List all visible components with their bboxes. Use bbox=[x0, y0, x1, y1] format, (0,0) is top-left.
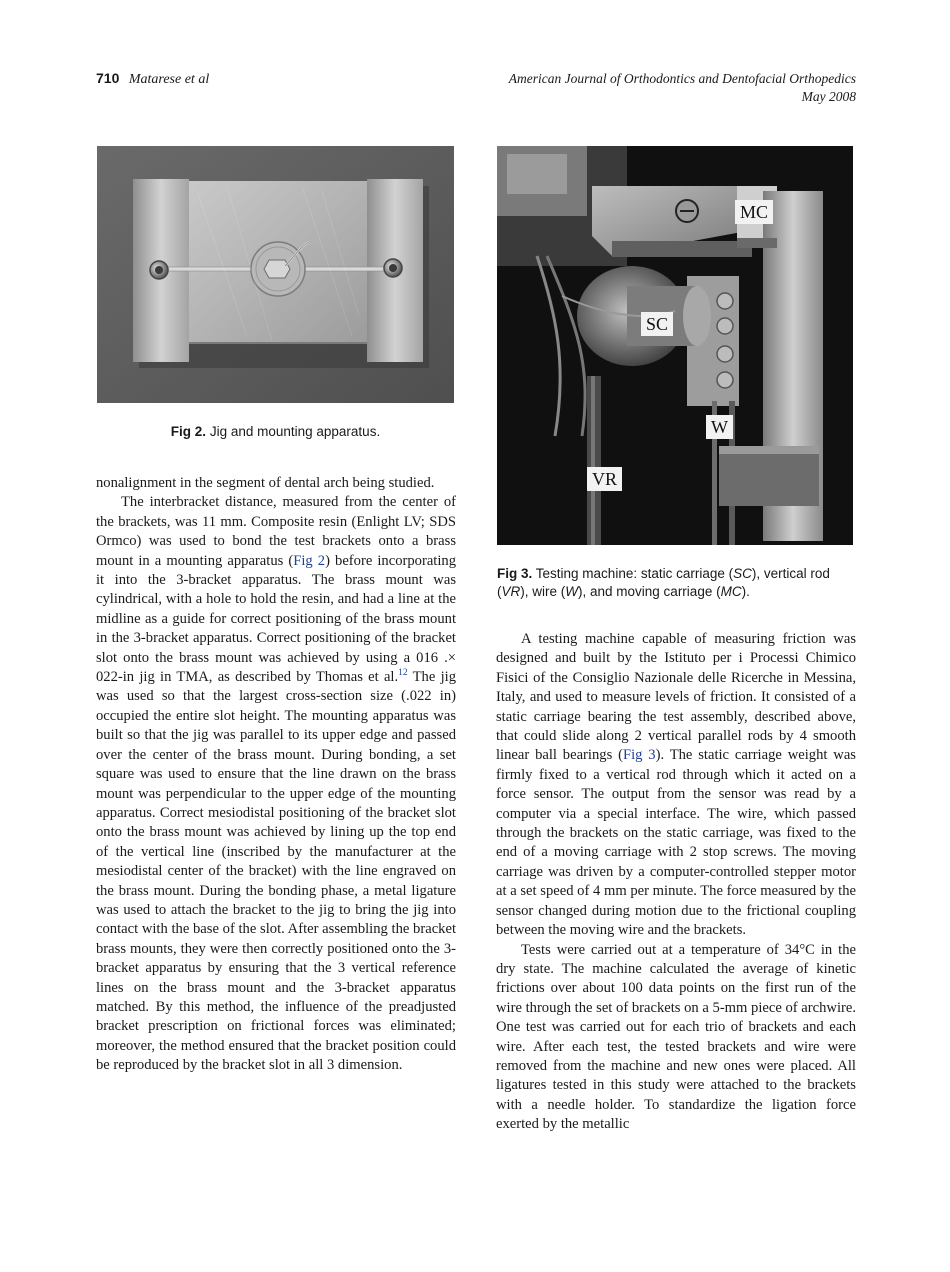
paragraph: nonalignment in the segment of dental arch being studied. bbox=[96, 475, 435, 491]
figure-3-caption bbox=[497, 565, 857, 601]
figure-3-photo bbox=[497, 146, 853, 545]
figure-2-caption bbox=[97, 423, 454, 441]
caption-abbrev-vr: VR bbox=[501, 584, 521, 599]
paragraph bbox=[496, 630, 856, 941]
label-vr: VR bbox=[587, 467, 622, 491]
right-column-text bbox=[496, 630, 856, 1135]
label-sc: SC bbox=[641, 312, 673, 336]
text-run: A testing machine capable of measuring friction was designed and built by the Istituto per i Processi Chimico Fisici of the Consiglio Nazionale delle Ricerche in Messina, Italy, and used to measure levels of friction. It consisted of a static carriage bearing the test assembly, described above, that could slide along 2 vertical parallel rods by 4 smooth linear ball bearings ( bbox=[496, 631, 856, 764]
paragraph: Tests were carried out at a temperature of 34°C in the dry state. The machine calculated the average of kinetic frictions over about 100 data points on the first run of the wire through the set of brackets on a 5-mm piece of archwire. One test was carried out for each trio of brackets and each wire. After each test, the tested brackets and wire were removed from the machine and new ones were placed. All ligatures tested in this study were attached to the brackets with a needle holder. To standardize the ligation force exerted by the metallic bbox=[496, 941, 856, 1133]
running-header-right bbox=[509, 70, 856, 106]
text-run: The interbracket distance, measured from the center of the brackets, was 11 mm. Composite resin (Enlight LV; SDS Ormco) was used to bond the test brackets onto a brass mount in a mounting apparatus ( bbox=[96, 494, 456, 569]
figure-2-photo bbox=[97, 146, 454, 403]
text-run: ). The static carriage weight was firmly fixed to a vertical rod through which it acted on a force sensor. The output from the sensor was read by a computer via a special interface. The wire, which passed through the brackets on the static carriage, was fixed to the end of a moving carriage with 2 stop screws. The moving carriage was driven by a computer-controlled stepper motor at a set speed of 4 mm per minute. The force measured by the sensor changed during motion due to the frictional coupling between the moving wire and the brackets. bbox=[496, 747, 856, 939]
caption-text: ), wire ( bbox=[520, 584, 566, 599]
caption-text: Testing machine: static carriage ( bbox=[535, 566, 734, 581]
caption-text: ), vertical rod ( bbox=[497, 566, 830, 599]
running-header-left bbox=[96, 70, 209, 88]
paragraph bbox=[96, 493, 456, 1075]
running-authors: Matarese et al bbox=[128, 72, 210, 87]
figure-2-label: Fig 2. bbox=[170, 424, 207, 439]
label-w: W bbox=[706, 415, 733, 439]
figure-3-label: Fig 3. bbox=[497, 566, 533, 581]
text-run: The jig was used so that the largest cross-section size (.022 in) occupied the entire slot height. The mounting apparatus was built so that the jig was parallel to its upper edge and passed over the center of the brass mount. During bonding, a set square was used to ensure that the line drawn on the brass mount was perpendicular to the upper edge of the mounting apparatus. Correct mesiodistal positioning of the bracket slot onto the brass mount was achieved by lining up the top end of the vertical line (inscribed by the manufacturer at the mesiodistal center of the bracket) with the line engraved on the brass mount. During the bonding phase, a metal ligature was used to attach the bracket to the jig to bring the jig into contact with the base of the slot. After assembling the bracket brass mounts, they were then correctly positioned onto the 3-bracket apparatus by ensuring that the 3 vertical reference lines on the brass mount and the 3-bracket apparatus matched. By this method, the influence of the preadjusted bracket prescription on frictional forces was eliminated; moreover, the method ensured that the bracket position could be reproduced by the bracket slot in all 3 dimension. bbox=[96, 669, 456, 1074]
caption-abbrev-sc: SC bbox=[733, 566, 752, 581]
testing-machine-illustration bbox=[497, 146, 853, 545]
jig-illustration bbox=[97, 146, 454, 403]
figure-2-link[interactable]: Fig 2 bbox=[293, 552, 326, 569]
left-column-text bbox=[96, 474, 456, 1076]
issue-date: May 2008 bbox=[801, 89, 856, 104]
figure-3-link[interactable]: Fig 3 bbox=[622, 747, 656, 764]
figure-2-caption-text: Jig and mounting apparatus. bbox=[209, 424, 381, 439]
caption-abbrev-mc: MC bbox=[720, 584, 742, 599]
text-run: ) before incorporating it into the 3-bracket apparatus. The brass mount was cylindrical, with a hole to hold the resin, and had a line at the midline as a guide for correct positioning of the brass mount in the 3-bracket apparatus. Correct positioning of the bracket slot onto the brass mount was achieved by using a 016 .× 022-in jig in TMA, as described by Thomas et al. bbox=[96, 552, 456, 686]
caption-abbrev-w: W bbox=[565, 584, 579, 599]
journal-name: American Journal of Orthodontics and Dentofacial Orthopedics bbox=[508, 71, 856, 86]
page-number: 710 bbox=[96, 70, 120, 86]
label-mc: MC bbox=[735, 200, 773, 224]
reference-12-link[interactable]: 12 bbox=[398, 668, 408, 679]
caption-text: ), and moving carriage ( bbox=[578, 584, 721, 599]
caption-text: ). bbox=[741, 584, 750, 599]
